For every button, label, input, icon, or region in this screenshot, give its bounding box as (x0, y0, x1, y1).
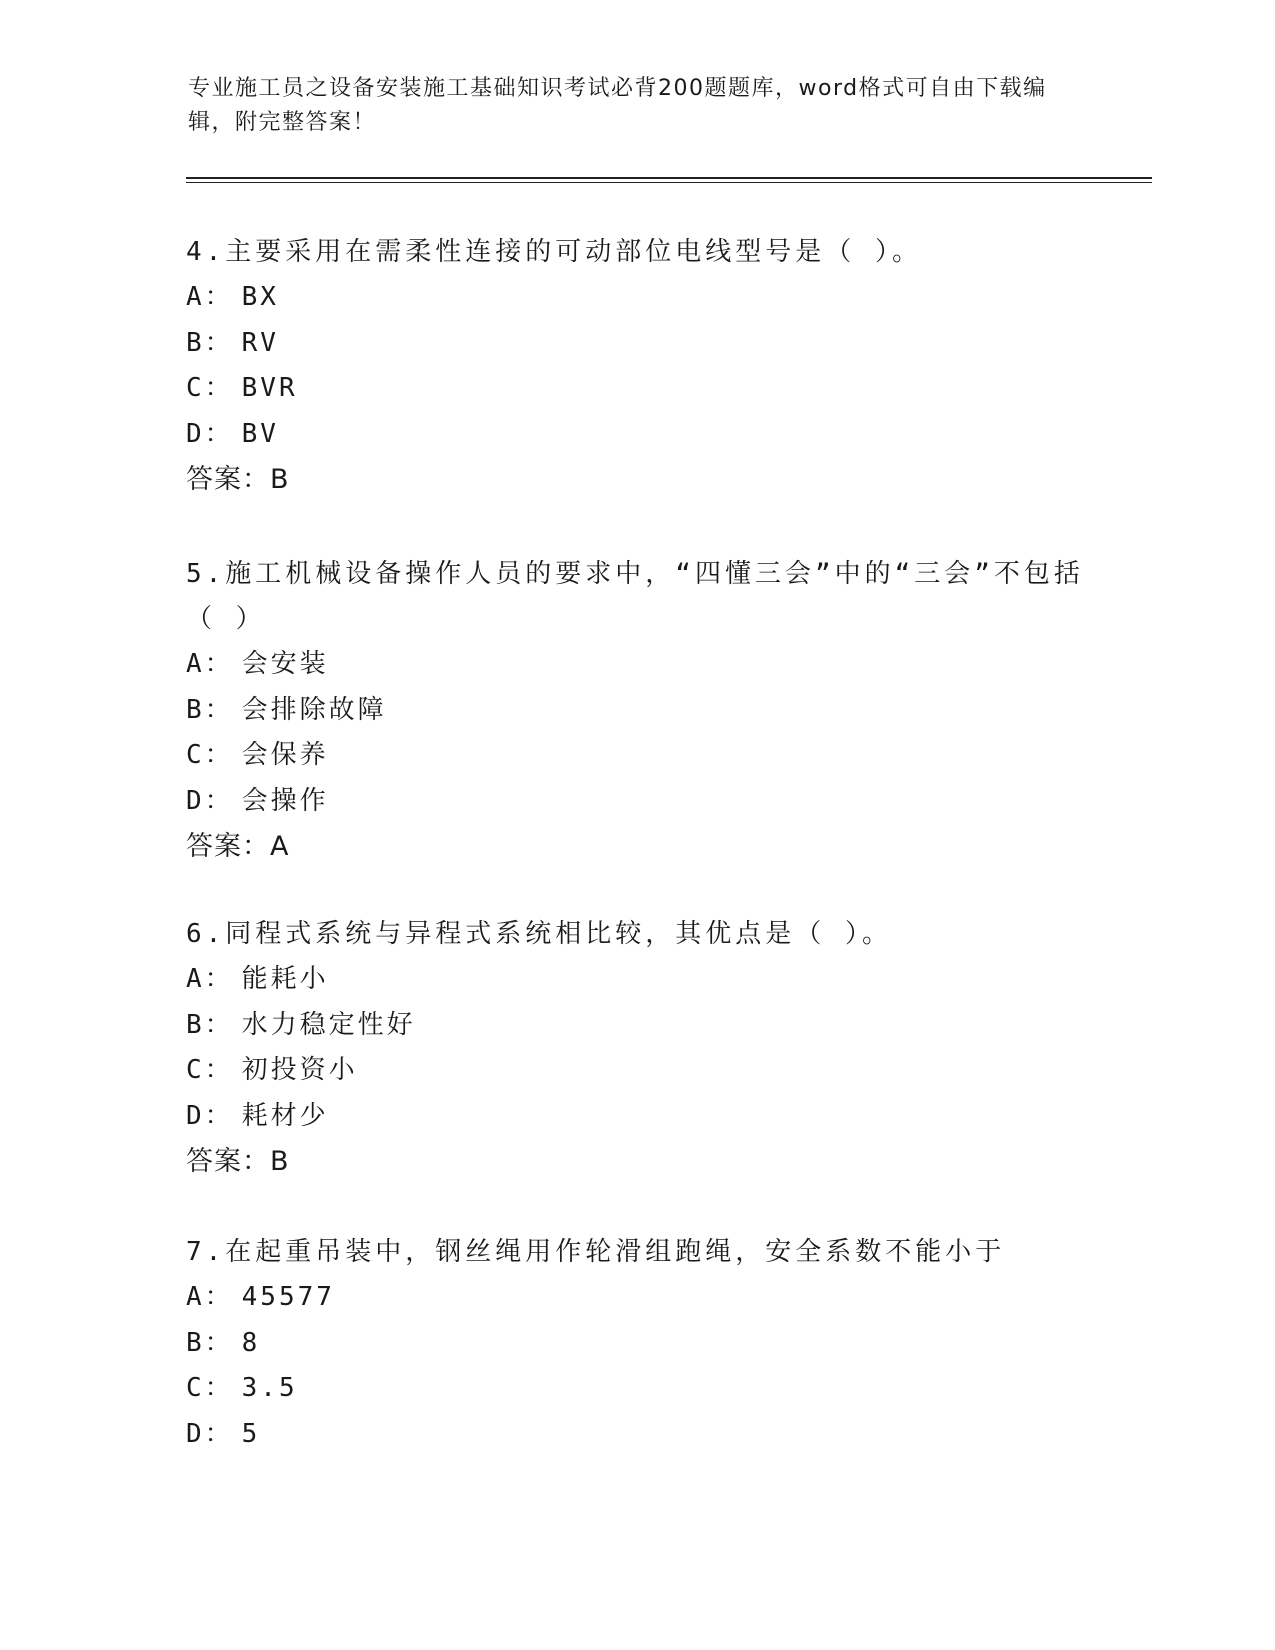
option-b (186, 1003, 1086, 1049)
option-label: A： (186, 964, 234, 994)
option-label: C： (186, 1055, 234, 1085)
option-label: D： (186, 1100, 234, 1131)
option-value: 初投资小 (241, 1055, 358, 1085)
option-value: 耗材少 (241, 1100, 329, 1131)
option-c (186, 733, 1086, 779)
option-label: B： (186, 1327, 234, 1358)
option-b (186, 1321, 1086, 1367)
header-divider-thick (186, 177, 1152, 179)
option-value: 能耗小 (241, 964, 329, 994)
option-label: D： (186, 785, 234, 816)
option-value: 45577 (241, 1282, 335, 1312)
option-value: BV (241, 418, 279, 449)
option-value: RV (241, 327, 279, 358)
option-a (186, 957, 1086, 1003)
option-label: B： (186, 694, 234, 725)
question-stem: 5.施工机械设备操作人员的要求中，“四懂三会”中的“三会”不包括（ ） (186, 559, 1084, 634)
option-a (186, 1275, 1086, 1321)
option-value: 会操作 (241, 785, 329, 816)
option-value: 5 (241, 1418, 261, 1449)
option-value: 8 (241, 1327, 261, 1358)
option-value: 会保养 (241, 740, 329, 770)
option-d (186, 412, 1086, 458)
option-value: 水力稳定性好 (241, 1009, 416, 1040)
option-value: BX (241, 282, 279, 312)
question-stem: 6.同程式系统与异程式系统相比较，其优点是（ ）。 (186, 919, 892, 949)
option-d (186, 1094, 1086, 1140)
question-stem: 4.主要采用在需柔性连接的可动部位电线型号是（ ）。 (186, 237, 922, 267)
option-d (186, 1412, 1086, 1458)
option-b (186, 688, 1086, 734)
option-d (186, 779, 1086, 825)
option-a (186, 275, 1086, 321)
option-label: A： (186, 282, 234, 312)
question-block (186, 230, 1086, 502)
question-block (186, 912, 1086, 1184)
option-value: 会排除故障 (241, 694, 387, 725)
option-value: BVR (241, 373, 298, 403)
option-label: A： (186, 649, 234, 679)
option-label: A： (186, 1282, 234, 1312)
answer-line: 答案：B (186, 464, 290, 495)
option-label: D： (186, 1418, 234, 1449)
option-c (186, 1366, 1086, 1412)
option-c (186, 366, 1086, 412)
option-a (186, 642, 1086, 688)
header-divider-thin (186, 182, 1152, 183)
question-block (186, 552, 1086, 869)
document-header-title: 专业施工员之设备安装施工基础知识考试必背200题题库，word格式可自由下载编辑，附完整答案！ (188, 76, 1047, 135)
option-c (186, 1048, 1086, 1094)
option-value: 3.5 (241, 1373, 298, 1403)
option-label: C： (186, 373, 234, 403)
answer-line: 答案：A (186, 831, 290, 862)
option-label: C： (186, 740, 234, 770)
question-stem: 7.在起重吊装中，钢丝绳用作轮滑组跑绳，安全系数不能小于 (186, 1237, 1006, 1267)
option-value: 会安装 (241, 649, 329, 679)
option-label: D： (186, 418, 234, 449)
option-b (186, 321, 1086, 367)
question-block (186, 1230, 1086, 1457)
option-label: B： (186, 327, 234, 358)
option-label: C： (186, 1373, 234, 1403)
option-label: B： (186, 1009, 234, 1040)
answer-line: 答案：B (186, 1146, 290, 1177)
